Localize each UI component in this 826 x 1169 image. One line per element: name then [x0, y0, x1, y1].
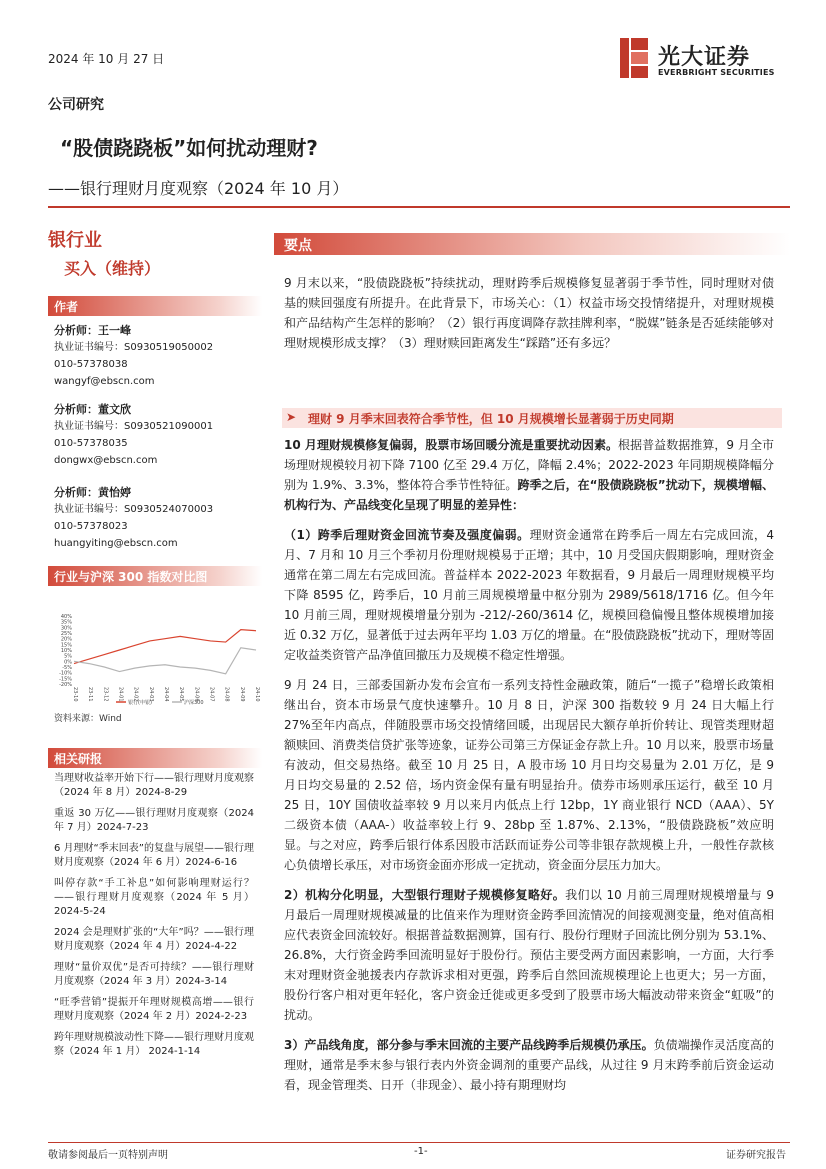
logo-text-cn: 光大证券 [658, 45, 751, 70]
legend-label: 银行(申银) [128, 700, 152, 706]
related-section-header [48, 748, 262, 768]
footer-disclaimer[interactable]: 敬请参阅最后一页特别声明 [48, 1150, 168, 1161]
analyst-email[interactable]: dongwx@ebscn.com [54, 455, 158, 466]
paragraph-lead: 3）产品线角度，部分参与季末回流的主要产品线跨季后规模仍承压。 [284, 1038, 654, 1052]
series-line [74, 630, 256, 664]
x-tick-label: 24-07 [208, 687, 215, 702]
analyst-cert: 执业证书编号：S0930519050002 [54, 342, 214, 353]
body-paragraph: 3）产品线角度，部分参与季末回流的主要产品线跨季后规模仍承压。负债端操作灵活度高的理财，通常是季末参与银行表内外资金调剂的重要产品线，从过往 9 月末跨季前后资金运动看，现金管理类、日开（非现金）、最小持有期理财均 [284, 1038, 774, 1092]
y-tick-label: -10% [59, 670, 72, 677]
y-tick-label: 35% [60, 619, 72, 626]
related-report-link[interactable]: 2024 会是理财扩张的“大年”吗？——银行理财月度观察（2024 年 4 月）2024-4-22 [54, 927, 254, 952]
related-report-link[interactable]: 跨年理财规模波动性下降——银行理财月度观察（2024 年 1 月） 2024-1-14 [54, 1032, 254, 1057]
main-content [284, 273, 774, 363]
analyst-card [54, 401, 213, 469]
y-tick-label: 15% [60, 642, 72, 649]
x-tick-label: 24-02 [132, 687, 139, 702]
paragraph-lead: 2）机构分化明显，大型银行理财子规模修复略好。 [284, 888, 566, 902]
body-content [284, 435, 774, 1105]
logo-text-en: EVERBRIGHT SECURITIES [658, 68, 775, 77]
analyst-phone: 010-57378023 [54, 521, 128, 532]
x-tick-label: 24-05 [178, 687, 185, 702]
analyst-name: 分析师：董文欣 [54, 403, 131, 416]
report-type: 公司研究 [48, 97, 104, 113]
summary-section-header [274, 233, 790, 255]
y-tick-label: 25% [60, 631, 72, 637]
paragraph-lead: （1）跨季后理财资金回流节奏及强度偏弱。 [284, 528, 530, 542]
page-subtitle: ——银行理财月度观察（2024 年 10 月） [48, 179, 349, 198]
key-point-text: 理财 9 月季末回表符合季节性，但 10 月规模增长显著弱于历史同期 [308, 412, 674, 426]
series-line [74, 648, 256, 674]
related-report-link[interactable]: 叫停存款“手工补息”如何影响理财运行？——银行理财月度观察（2024 年 5 月）2024-5-24 [54, 878, 254, 917]
y-tick-label: 10% [60, 648, 72, 654]
y-tick-label: -20% [59, 682, 72, 688]
sector-label: 银行业 [48, 230, 102, 251]
related-report-link[interactable]: “旺季营销”提振开年理财规模高增——银行理财月度观察（2024 年 2 月）2024-2-23 [54, 997, 254, 1022]
body-paragraph: 9 月 24 日，三部委国新办发布会宣布一系列支持性金融政策，随后“一揽子”稳增长政策相继出台，资本市场景气度快速攀升。10 月 8 日，沪深 300 指数较 9 月 24 日大幅上行 27%至年内高点，伴随股票市场交投情绪回暖，出现居民大额存单折价转让、现管类理财超额赎回、消费类信贷扩张等迹象，证券公司第三方保证金存款上升。10 月以来，股票市场量有波动，但交易热络。截至 10 月 25 日，A 股市场 10 月日均交易量为 2.01 万亿，是 9 月日均交易量的 2.52 倍，场内资金保有量有明显抬升。债券市场则承压运行，截至 10 月 25 日，10Y 国债收益率较 9 月以来月内低点上行 12bp，1Y 商业银行 NCD（AAA）、5Y 二级资本债（AAA-）收益率较上行 9、28bp 至 1.87%、2.13%，“股债跷跷板”效应明显。与之对应，跨季后银行体系因股市活跃而证券公司等非银存款规模上升，一般性存款核心负债增长承压，对市场资金面亦形成一定扰动，资金面分层压力加大。 [284, 678, 774, 872]
index-comparison-chart [48, 612, 262, 708]
x-tick-label: 24-08 [223, 687, 230, 702]
arrow-right-icon: ➤ [286, 410, 297, 424]
chart-source: 资料来源：Wind [54, 714, 122, 724]
related-report-link[interactable]: 重返 30 万亿——银行理财月度观察（2024 年 7 月）2024-7-23 [54, 808, 254, 833]
key-point-banner [282, 408, 782, 428]
body-paragraph: 2）机构分化明显，大型银行理财子规模修复略好。我们以 10 月前三周理财规模增量与 9 月最后一周理财规模减量的比值来作为理财资金跨季回流情况的间接观测变量，绝对值高相应代表资金回流较好。根据普益数据测算，国有行、股份行理财子回流比例分别为 53.1%、26.8%，大行资金跨季回流明显好于股份行。预估主要受两方面因素影响，一方面，大行季末对理财资金驰援表内存款诉求相对更强，跨季后自然回流规模理论上也更大；另一方面，股份行客户相对更年轻化，客户资金迁徙或更多受到了股票市场大幅波动带来资金“虹吸”的扰动。 [284, 888, 774, 1022]
page-title: “股债跷跷板”如何扰动理财? [60, 136, 318, 160]
y-tick-label: 0% [64, 659, 72, 666]
x-tick-label: 23-12 [102, 687, 109, 702]
everbright-logo-icon [620, 38, 648, 78]
legend-label: 沪深300 [184, 700, 204, 706]
footer-divider [48, 1142, 790, 1143]
summary-title: 要点 [284, 238, 312, 254]
report-date: 2024 年 10 月 27 日 [48, 52, 165, 66]
related-report-link[interactable]: 6 月理财“季末回表”的复盘与展望——银行理财月度观察（2024 年 6 月）2024-6-16 [54, 843, 254, 868]
analyst-email[interactable]: huangyiting@ebscn.com [54, 538, 178, 549]
footer-label: 证券研究报告 [726, 1150, 786, 1161]
analyst-card [54, 484, 213, 552]
page-number: -1- [414, 1146, 428, 1157]
x-tick-label: 24-04 [163, 687, 169, 702]
y-tick-label: -15% [59, 676, 72, 683]
intro-paragraph: 9 月末以来，“股债跷跷板”持续扰动，理财跨季后规模修复显著弱于季节性，同时理财对债基的赎回强度有所提升。在此背景下，市场关心：（1）权益市场交投情绪提升，对理财规模和产品结构产生怎样的影响？（2）银行再度调降存款挂牌利率，“脱媒”链条是否延续能够对理财规模形成支撑？（3）理财赎回距离发生“踩踏”还有多远？ [284, 276, 774, 350]
x-tick-label: 23-11 [87, 687, 94, 702]
chart-section-header [48, 566, 262, 586]
y-tick-label: 5% [64, 653, 72, 660]
body-paragraph: 10 月理财规模修复偏弱，股票市场回暖分流是重要扰动因素。根据普益数据推算，9 月全市场理财规模较月初下降 7100 亿至 29.4 万亿，降幅 2.4%；2022-2023 年同期规模降幅分别为 1.9%、3.3%，整体符合季节性特征。跨季之后，在“股债跷跷板”扰动下，规模增幅、机构行为、产品线变化呈现了明显的差异性： [284, 438, 774, 512]
related-report-link[interactable]: 当理财收益率开始下行——银行理财月度观察（2024 年 8 月）2024-8-29 [54, 773, 254, 798]
y-tick-label: 30% [60, 625, 72, 632]
chart-section-title: 行业与沪深 300 指数对比图 [54, 570, 208, 584]
x-tick-label: 24-10 [254, 687, 260, 702]
body-paragraph: （1）跨季后理财资金回流节奏及强度偏弱。理财资金通常在跨季后一周左右完成回流，4 月、7 月和 10 月三个季初月份理财规模易于正增；其中，10 月受国庆假期影响，理财资金通常在第二周左右完成回流。普益样本 2022-2023 年数据看，9 月最后一周理财规模平均下降 8595 亿，跨季后，10 月前三周规模增量中枢分别为 2989/5618/1716 亿。但今年 10 月前三周，理财规模增量分别为 -212/-260/3614 亿，规模回稳偏慢且整体规模增加接近 0.32 万亿，显著低于过去两年平均 1.03 万亿的增量。在“股债跷跷板”扰动下，理财等固定收益类资管产品净值回撤压力及规模不稳定性增强。 [284, 528, 774, 662]
x-tick-label: 24-06 [193, 687, 200, 702]
related-reports-list [54, 772, 254, 1066]
paragraph-lead: 10 月理财规模修复偏弱，股票市场回暖分流是重要扰动因素。 [284, 438, 619, 452]
authors-section-title: 作者 [54, 300, 79, 314]
y-tick-label: -5% [62, 665, 72, 671]
x-tick-label: 24-03 [147, 687, 154, 702]
logo [620, 38, 790, 82]
y-tick-label: 20% [60, 636, 72, 643]
authors-section-header [48, 296, 262, 316]
x-tick-label: 23-10 [72, 687, 78, 702]
related-report-link[interactable]: 理财“量价双优”是否可持续？——银行理财月度观察（2024 年 3 月）2024-3-14 [54, 962, 254, 987]
header-divider [48, 206, 790, 208]
y-tick-label: 40% [60, 614, 72, 620]
analyst-phone: 010-57378035 [54, 438, 128, 449]
analyst-name: 分析师：黄怡婷 [54, 486, 131, 499]
related-section-title: 相关研报 [54, 752, 103, 766]
analyst-card [54, 322, 213, 390]
rating-label: 买入（维持） [64, 259, 161, 278]
x-tick-label: 24-09 [238, 687, 245, 702]
analyst-phone: 010-57378038 [54, 359, 128, 370]
analyst-cert: 执业证书编号：S0930524070003 [54, 504, 214, 515]
analyst-email[interactable]: wangyf@ebscn.com [54, 376, 155, 387]
analyst-name: 分析师：王一峰 [54, 324, 131, 337]
analyst-cert: 执业证书编号：S0930521090001 [54, 421, 214, 432]
x-tick-label: 24-01 [117, 687, 124, 702]
